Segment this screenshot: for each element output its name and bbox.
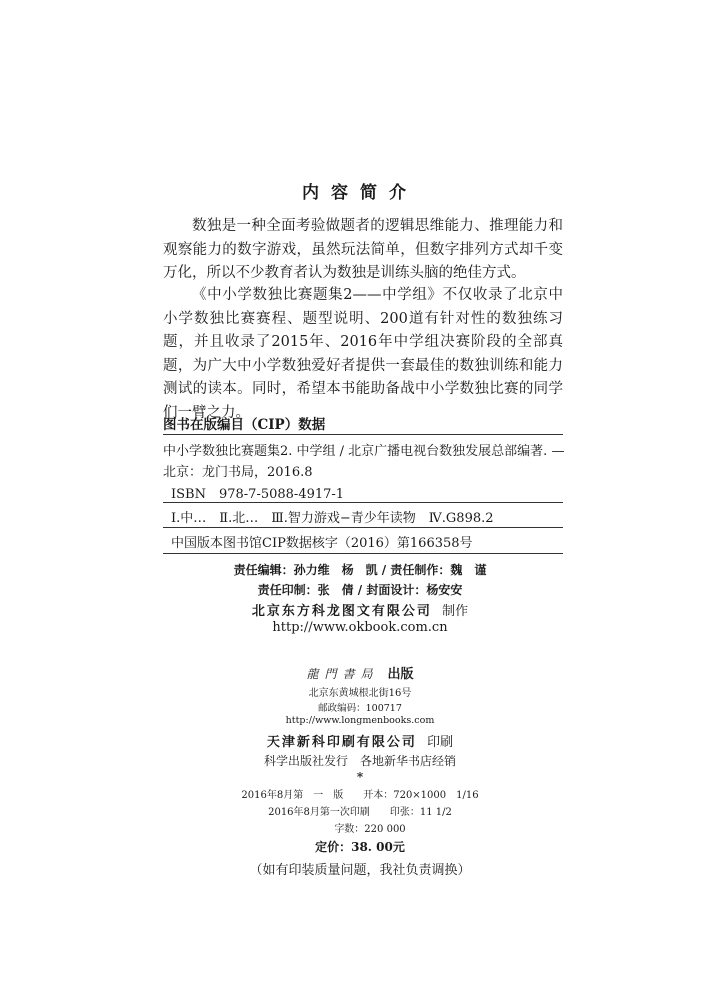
page-title: 内容简介 (302, 183, 418, 203)
cip-library-record: 中国版本图书馆CIP数据核字（2016）第166358号 (171, 536, 473, 551)
distribution-line: 科学出版社发行 各地新华书店经销 (263, 754, 456, 768)
printer-suffix: 印刷 (427, 735, 454, 750)
cip-publisher-line: 北京：龙门书局，2016.8 (163, 465, 313, 480)
edition-line-1: 2016年8月第 一 版 开本：720×1000 1/16 (241, 790, 479, 801)
producer-suffix: 制作 (442, 604, 469, 619)
cip-divider-low (163, 527, 563, 528)
publisher-url: http://www.longmenbooks.com (285, 715, 435, 726)
credits-producer-line (0, 600, 720, 619)
cip-divider-mid (163, 502, 563, 503)
cip-classification: Ⅰ.中… Ⅱ.北… Ⅲ.智力游戏−青少年读物 Ⅳ.G898.2 (171, 511, 494, 526)
publisher-logo-name: 龍門書局 (306, 667, 379, 681)
intro-paragraph-1: 数独是一种全面考验做题者的逻辑思维能力、推理能力和观察能力的数字游戏，虽然玩法简单，但数字排列方式却千变万化，所以不少教育者认为数独是训练头脑的绝佳方式。 (163, 218, 563, 281)
publisher-line (0, 663, 720, 682)
producer-name: 北京东方科龙图文有限公司 (251, 604, 432, 619)
cip-heading: 图书在版编目（CIP）数据 (163, 417, 326, 433)
publisher-postcode: 邮政编码：100717 (318, 703, 402, 714)
cip-title-line: 中小学数独比赛题集2. 中学组 / 北京广播电视台数独发展总部编著. — (163, 444, 565, 459)
publisher-address: 北京东黄城根北街16号 (308, 688, 412, 699)
edition-word-count: 字数：220 000 (334, 824, 406, 835)
cip-divider-top (163, 434, 563, 435)
credits-editors: 责任编辑：孙力维 杨 凯 / 责任制作：魏 谨 (233, 563, 487, 577)
printer-name: 天津新科印刷有限公司 (266, 735, 417, 750)
edition-price: 定价：38. 00元 (315, 840, 405, 854)
intro-paragraph-2: 《中小学数独比赛题集2——中学组》不仅收录了北京中小学数独比赛赛程、题型说明、200道有针对性的数独练习题，并且收录了2015年、2016年中学组决赛阶段的全部真题，为广大中小学数独爱好者提供一套最佳的数独训练和能力测试的读本。同时，希望本书能助备战中小学数独比赛的同学们一臂之力。 (163, 287, 563, 421)
edition-line-2: 2016年8月第一次印刷 印张：11 1/2 (268, 807, 452, 818)
edition-notice: （如有印装质量问题，我社负责调换） (249, 863, 471, 878)
printer-line (0, 731, 720, 750)
cip-divider-bottom (163, 553, 563, 554)
credits-url: http://www.okbook.com.cn (272, 620, 448, 635)
separator-star: * (356, 770, 364, 784)
credits-print-design: 责任印制：张 倩 / 封面设计：杨安安 (257, 583, 463, 597)
cip-isbn: ISBN 978-7-5088-4917-1 (171, 487, 345, 502)
publisher-suffix: 出版 (387, 667, 414, 682)
